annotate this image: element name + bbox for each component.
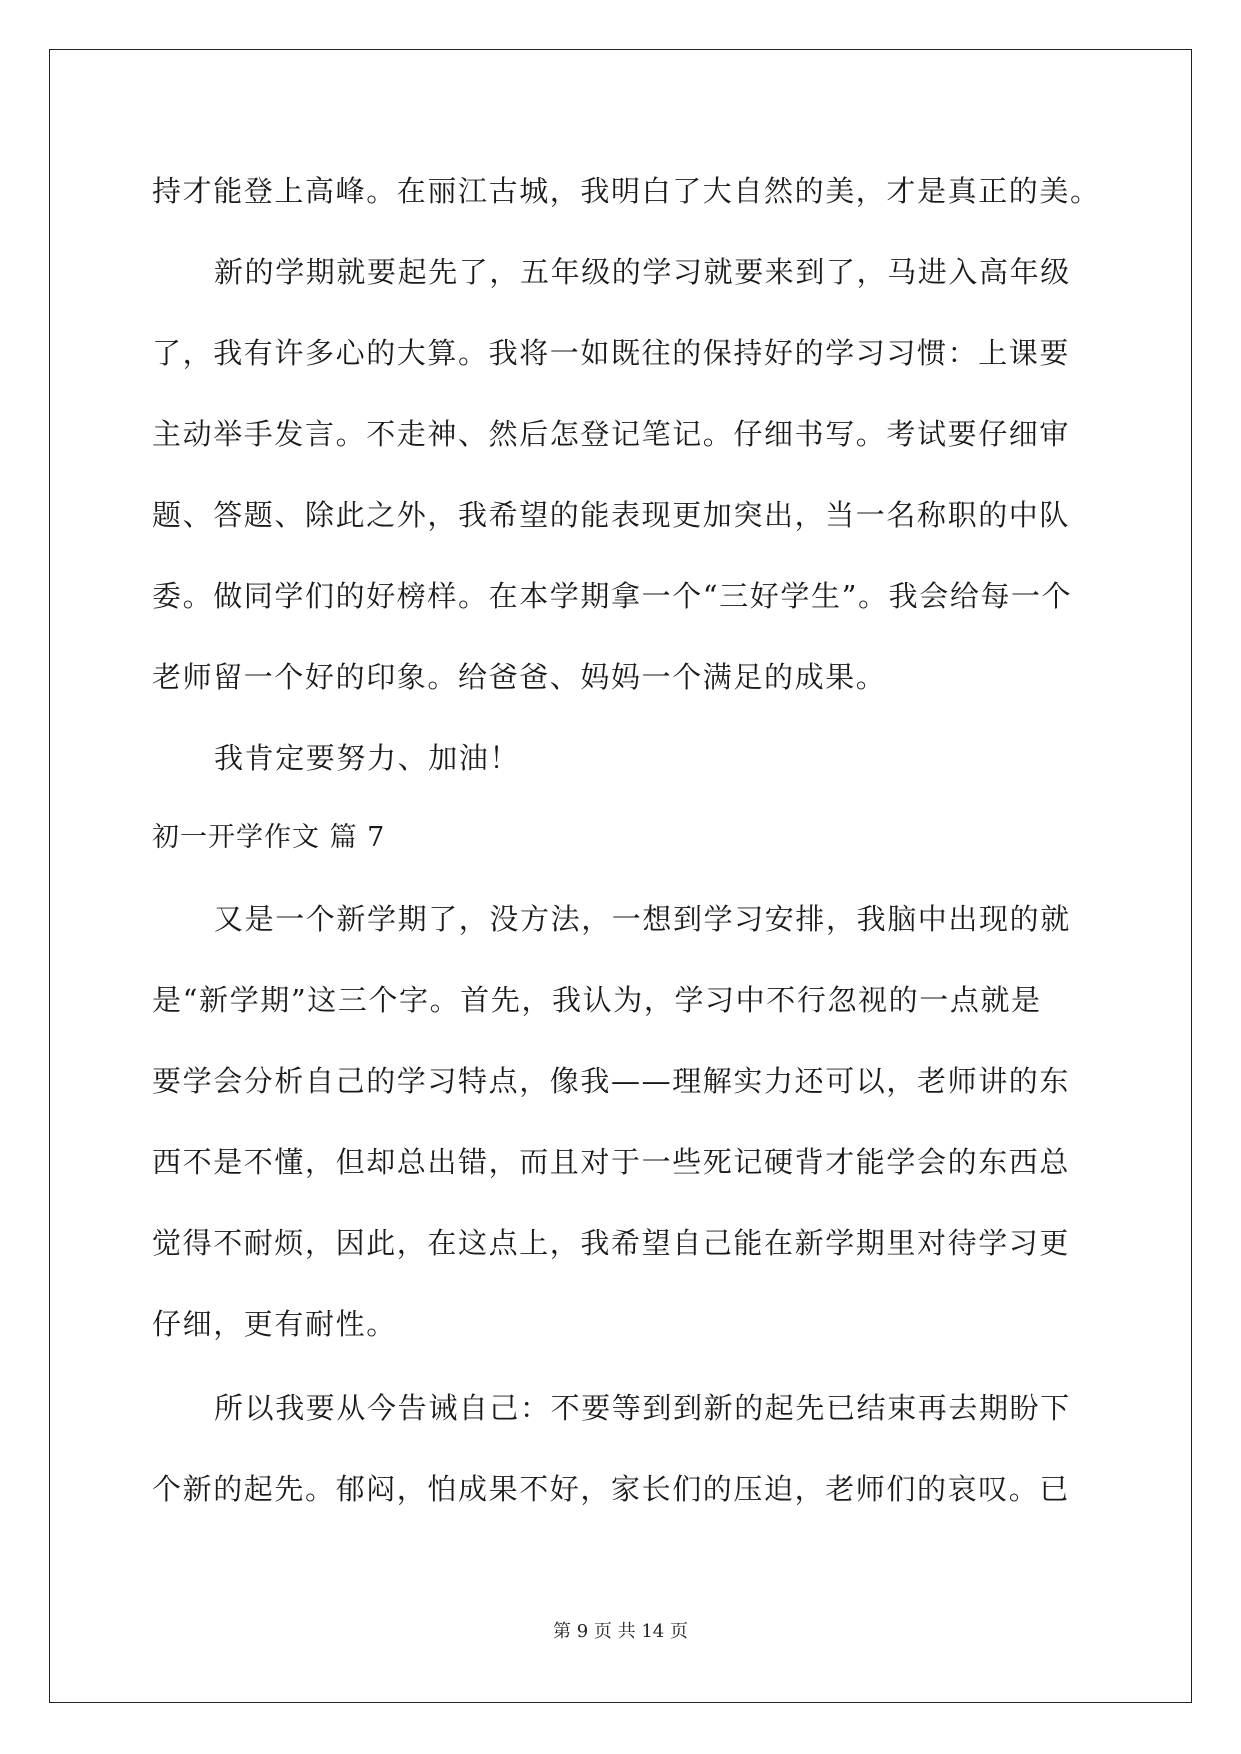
text-line: 题、答题、除此之外，我希望的能表现更加突出，当一名称职的中队	[152, 498, 1071, 532]
paragraph-start: 所以我要从今告诫自己：不要等到到新的起先已结束再去期盼下	[214, 1391, 1071, 1425]
page-frame	[49, 49, 1192, 1703]
page-number-footer: 第 9 页 共 14 页	[553, 1621, 688, 1642]
section-heading: 初一开学作文 篇 7	[152, 822, 386, 853]
text-line: 主动举手发言。不走神、然后怎登记笔记。仔细书写。考试要仔细审	[152, 417, 1071, 451]
text-line: 要学会分析自己的学习特点，像我——理解实力还可以，老师讲的东	[152, 1064, 1071, 1098]
paragraph-start: 我肯定要努力、加油！	[214, 741, 521, 775]
text-line: 觉得不耐烦，因此，在这点上，我希望自己能在新学期里对待学习更	[152, 1226, 1071, 1260]
text-line: 老师留一个好的印象。给爸爸、妈妈一个满足的成果。	[152, 660, 887, 694]
paragraph-start: 新的学期就要起先了，五年级的学习就要来到了，马进入高年级	[214, 255, 1071, 289]
paragraph-start: 又是一个新学期了，没方法，一想到学习安排，我脑中出现的就	[214, 902, 1071, 936]
text-line: 委。做同学们的好榜样。在本学期拿一个“三好学生”。我会给每一个	[152, 579, 1073, 613]
text-line: 个新的起先。郁闷，怕成果不好，家长们的压迫，老师们的哀叹。已	[152, 1472, 1071, 1506]
text-line: 持才能登上高峰。在丽江古城，我明白了大自然的美，才是真正的美。	[152, 174, 1101, 208]
text-line: 了，我有许多心的大算。我将一如既往的保持好的学习习惯：上课要	[152, 336, 1071, 370]
text-line: 是“新学期”这三个字。首先，我认为，学习中不行忽视的一点就是	[152, 983, 1042, 1017]
text-line: 西不是不懂，但却总出错，而且对于一些死记硬背才能学会的东西总	[152, 1145, 1071, 1179]
text-line: 仔细，更有耐性。	[152, 1307, 397, 1341]
